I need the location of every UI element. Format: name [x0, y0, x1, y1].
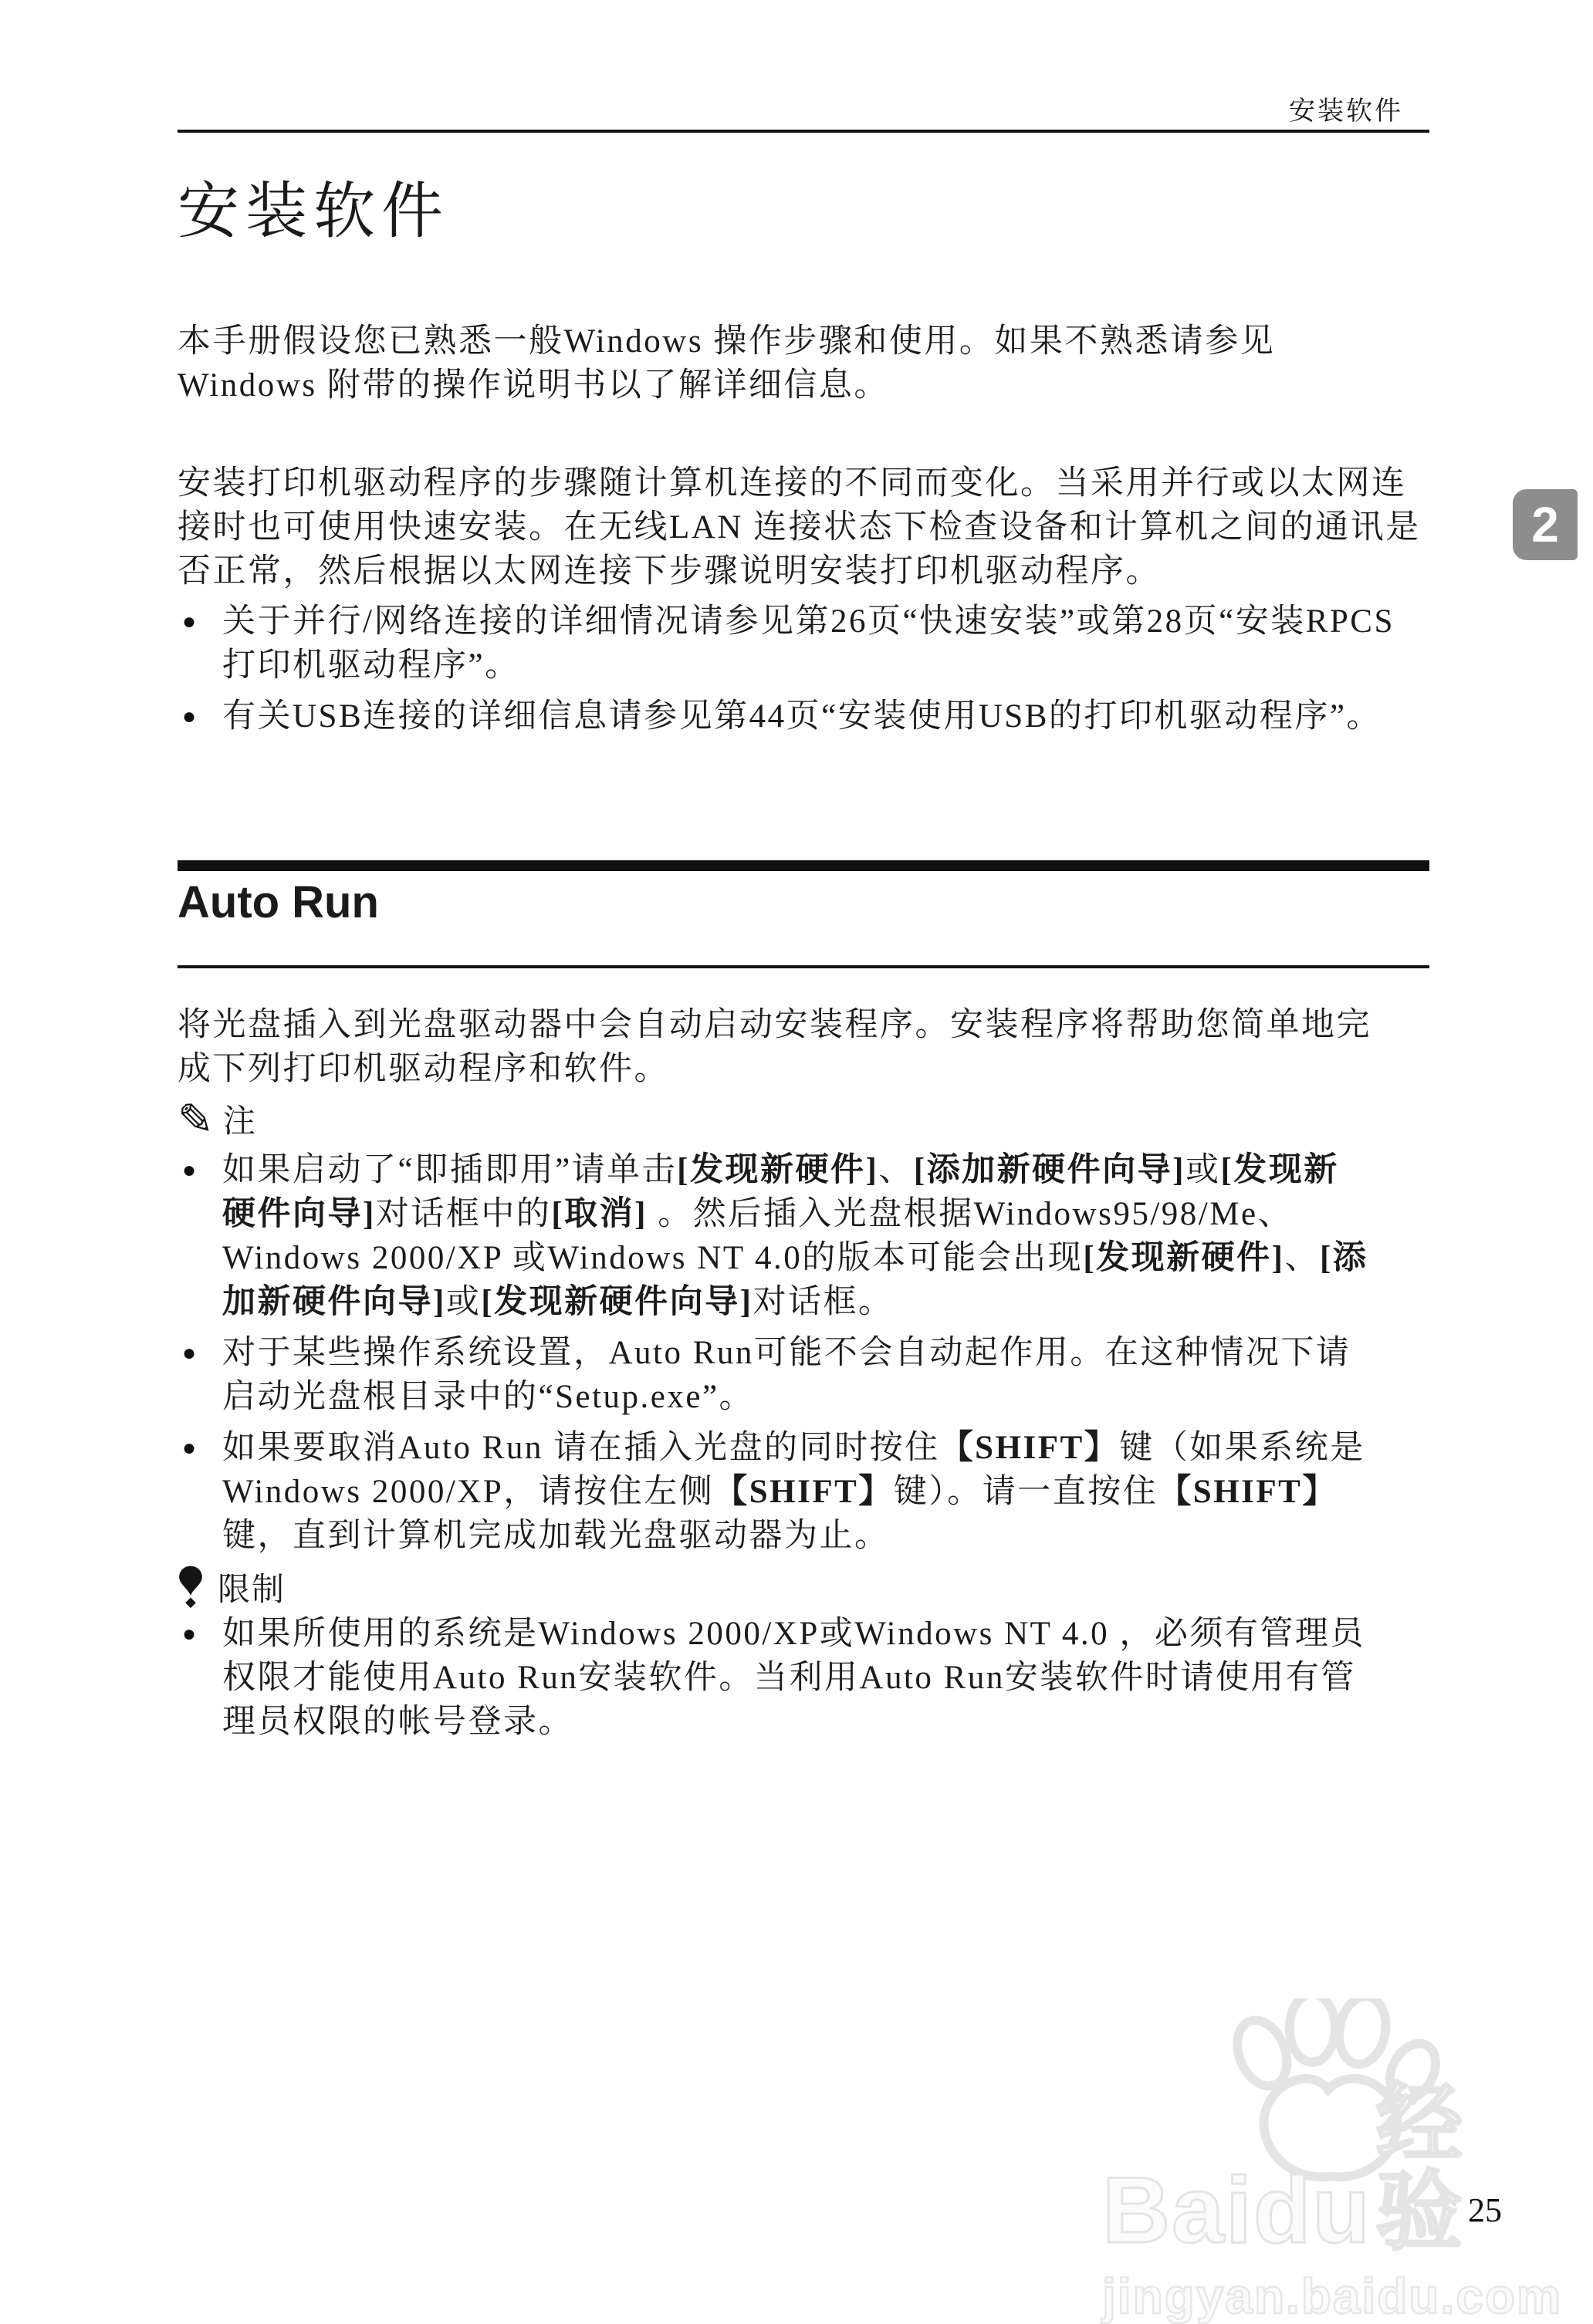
- list-item: [178, 1331, 1429, 1419]
- bullet-icon: ●: [182, 1621, 198, 1647]
- text-line: 打印机驱动程序”。: [222, 647, 520, 684]
- text-line: 启动光盘根目录中的“Setup.exe”。: [222, 1379, 755, 1416]
- intro-bullet-list: [178, 600, 1429, 738]
- page-content: [178, 0, 1429, 1744]
- text-line: 键，直到计算机完成加载光盘驱动器为止。: [222, 1518, 890, 1555]
- text-line: 关于并行/网络连接的详细情况请参见第26页“快速安装”或第28页“安装RPCS: [222, 603, 1395, 640]
- text-line: 如果启动了“即插即用”请单击[发现新硬件]、[添加新硬件向导]或[发现新: [222, 1152, 1339, 1189]
- limitation-bullet-list: [178, 1612, 1429, 1744]
- text-line: 接时也可使用快速安装。在无线LAN 连接状态下检查设备和计算机之间的通讯是: [178, 509, 1421, 546]
- list-item: [178, 1426, 1429, 1558]
- list-item: [178, 694, 1429, 738]
- bullet-text: [222, 1331, 1429, 1419]
- watermark-url: jingyan.baidu.com: [1102, 2268, 1562, 2324]
- intro-paragraph-1: [178, 319, 1429, 407]
- page-header: [178, 0, 1429, 133]
- text-line: 否正常，然后根据以太网连接下步骤说明安装打印机驱动程序。: [178, 553, 1161, 589]
- bullet-text: [222, 694, 1429, 738]
- note-header-row: [178, 1096, 1429, 1145]
- text-line: 理员权限的帐号登录。: [222, 1704, 573, 1741]
- text-line: 本手册假设您已熟悉一般Windows 操作步骤和使用。如果不熟悉请参见: [178, 323, 1276, 360]
- bullet-text: [222, 1612, 1429, 1744]
- intro-paragraph-2: [178, 461, 1429, 593]
- pencil-note-icon: ✎: [178, 1096, 214, 1145]
- text-line: 成下列打印机驱动程序和软件。: [178, 1051, 669, 1088]
- bullet-text: [222, 1426, 1429, 1558]
- section-divider-bar: [178, 860, 1429, 871]
- limitation-label: 限制: [218, 1572, 286, 1609]
- text-line: 加新硬件向导]或[发现新硬件向导]对话框。: [222, 1284, 894, 1321]
- autorun-paragraph: [178, 1003, 1429, 1091]
- chapter-tab: [1513, 489, 1578, 560]
- bullet-icon: ●: [182, 704, 198, 729]
- page-title: 安装软件: [178, 178, 449, 246]
- baidu-logo-latin: Baidu: [1102, 2157, 1371, 2262]
- text-line: 如果要取消Auto Run 请在插入光盘的同时按住【SHIFT】键（如果系统是: [222, 1430, 1365, 1467]
- limitation-exclamation-icon: [178, 1566, 204, 1610]
- text-line: Windows 2000/XP，请按住左侧【SHIFT】键）。请一直按住【SHIFT】: [222, 1474, 1338, 1511]
- section-rule: [178, 965, 1429, 968]
- header-section-title: 安装软件: [1289, 97, 1403, 126]
- text-line: 安装打印机驱动程序的步骤随计算机连接的不同而变化。当采用并行或以太网连: [178, 465, 1407, 502]
- baidu-watermark: [1102, 2003, 1562, 2324]
- text-line: Windows 附带的操作说明书以了解详细信息。: [178, 367, 889, 404]
- text-line: 如果所使用的系统是Windows 2000/XP或Windows NT 4.0 ，必须有管理员: [222, 1616, 1365, 1653]
- bullet-text: [222, 1148, 1429, 1324]
- bullet-icon: ●: [182, 1157, 198, 1184]
- chapter-tab-number: 2: [1531, 497, 1559, 552]
- bullet-icon: ●: [182, 1340, 198, 1366]
- bullet-text: [222, 600, 1429, 687]
- text-line: 有关USB连接的详细信息请参见第44页“安装使用USB的打印机驱动程序”。: [222, 698, 1382, 735]
- text-line: 将光盘插入到光盘驱动器中会自动启动安装程序。安装程序将帮助您简单地完: [178, 1007, 1371, 1044]
- list-item: [178, 1148, 1429, 1324]
- baidu-logo-cn: 经验: [1375, 2076, 1464, 2260]
- note-bullet-list: [178, 1148, 1429, 1558]
- text-line: 权限才能使用Auto Run安装软件。当利用Auto Run安装软件时请使用有管: [222, 1660, 1356, 1697]
- text-line: 对于某些操作系统设置，Auto Run可能不会自动起作用。在这种情况下请: [222, 1335, 1351, 1372]
- limitation-header-row: [178, 1564, 1429, 1610]
- list-item: [178, 1612, 1429, 1744]
- bullet-icon: ●: [182, 1435, 198, 1461]
- page-number: 25: [1468, 2191, 1502, 2229]
- section-heading-autorun: Auto Run: [178, 877, 379, 927]
- text-line: Windows 2000/XP 或Windows NT 4.0的版本可能会出现[发现新硬件]、[添: [222, 1240, 1368, 1277]
- list-item: [178, 600, 1429, 687]
- bullet-icon: ●: [182, 609, 198, 634]
- text-line: 硬件向导]对话框中的[取消] 。然后插入光盘根据Windows95/98/Me、: [222, 1196, 1294, 1233]
- note-label: 注: [222, 1104, 257, 1140]
